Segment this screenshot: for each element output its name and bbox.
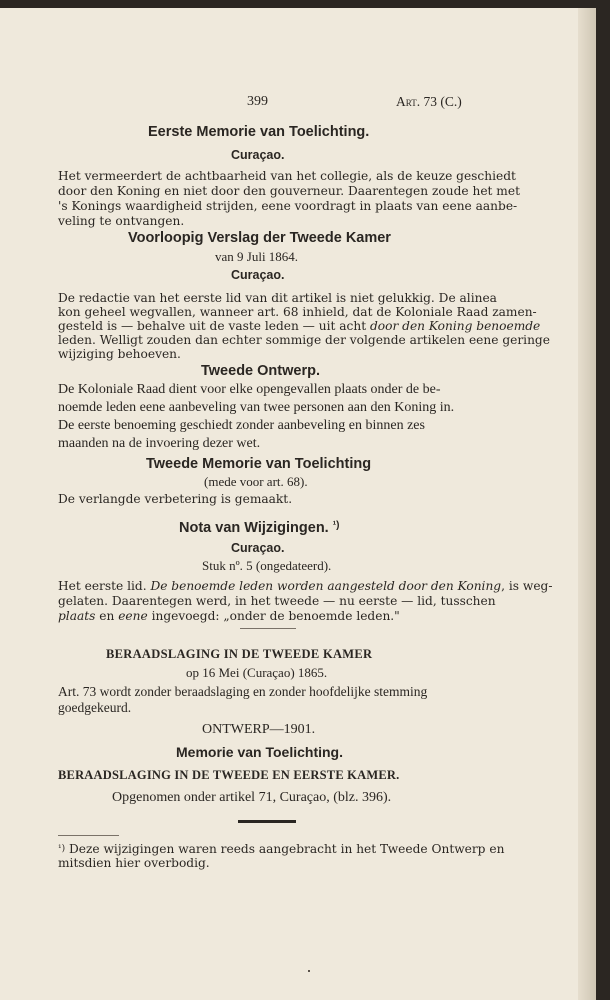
end-rule [238,820,296,823]
section-subtitle: Curaçao. [231,148,285,162]
document-reference: Stuk nº. 5 (ongedateerd). [202,558,332,573]
section-date: op 16 Mei (Curaçao) 1865. [186,665,328,680]
section-heading: BERAADSLAGING IN DE TWEEDE KAMER [106,647,373,661]
section-note: (mede voor art. 68). [204,474,308,489]
paragraph-line: De redactie van het eerste lid van dit artikel is niet gelukkig. De alinea [58,291,497,305]
section-heading: ONTWERP—1901. [202,722,316,737]
paragraph-line: leden. Welligt zouden dan echter sommige der volgende artikelen eene geringe [58,333,550,347]
section-divider [240,628,296,629]
paragraph-line: Het eerste lid. De benoemde leden worden aangesteld door den Koning, is weg- [58,579,553,593]
paragraph-line: gesteld is — behalve uit de vaste leden — uit acht door den Koning benoemde [58,319,541,333]
footnote-line: $^{^1)}$ Deze wijzigingen waren reeds aangebracht in het Tweede Ontwerp en [58,842,505,856]
section-reference: Opgenomen onder artikel 71, Curaçao, (blz. 396). [112,790,392,805]
footnote-divider [58,835,119,836]
section-title: Voorloopig Verslag der Tweede Kamer [128,230,391,246]
article-text-line: De eerste benoeming geschiedt zonder aanbeveling en binnen zes [58,418,425,433]
paragraph-line: wijziging behoeven. [58,347,181,361]
article-text-line: goedgekeurd. [58,700,132,715]
article-text-line: maanden na de invoering dezer wet. [58,436,261,451]
section-subtitle: Curaçao. [231,268,285,282]
section-date: van 9 Juli 1864. [215,249,299,264]
page-edge [578,8,596,1000]
section-title: Tweede Memorie van Toelichting [146,456,372,472]
section-title: Nota van Wijzigingen. $^{^1)}$ [179,520,340,536]
paragraph-line: De verlangde verbetering is gemaakt. [58,492,293,506]
paragraph-line: gelaten. Daarentegen werd, in het tweede — nu eerste — lid, tusschen [58,594,496,608]
paragraph-line: Het vermeerdert de achtbaarheid van het collegie, als de keuze geschiedt [58,169,516,183]
footnote-marker: ¹) [332,520,340,531]
section-title: Memorie van Toelichting. [176,744,343,760]
paragraph-line: plaats en eene ingevoegd: „onder de benoemde leden." [58,609,400,623]
paragraph-line: kon geheel wegvallen, wanneer art. 68 inhield, dat de Koloniale Raad zamen- [58,305,537,319]
section-title: Tweede Ontwerp. [201,363,320,379]
footnote-line: mitsdien hier overbodig. [58,856,210,870]
paragraph-line: veling te ontvangen. [58,214,185,228]
section-title: Eerste Memorie van Toelichting. [148,124,370,140]
article-text-line: Art. 73 wordt zonder beraadslaging en zonder hoofdelijke stemming [58,684,428,699]
paragraph-line: door den Koning en niet door den gouverneur. Daarentegen zoude het met [58,184,520,198]
paper-speck [308,970,310,972]
page-number: 399 [247,94,268,109]
article-text-line: De Koloniale Raad dient voor elke opengevallen plaats onder de be- [58,382,441,397]
section-subtitle: Curaçao. [231,541,285,555]
article-text-line: noemde leden eene aanbeveling van twee personen aan den Koning in. [58,400,455,415]
section-heading: BERAADSLAGING IN DE TWEEDE EN EERSTE KAMER. [58,768,400,782]
paragraph-line: 's Konings waardigheid strijden, eene voordragt in plaats van eene aanbe- [58,199,518,213]
article-reference: Art. 73 (C.) [396,94,462,109]
